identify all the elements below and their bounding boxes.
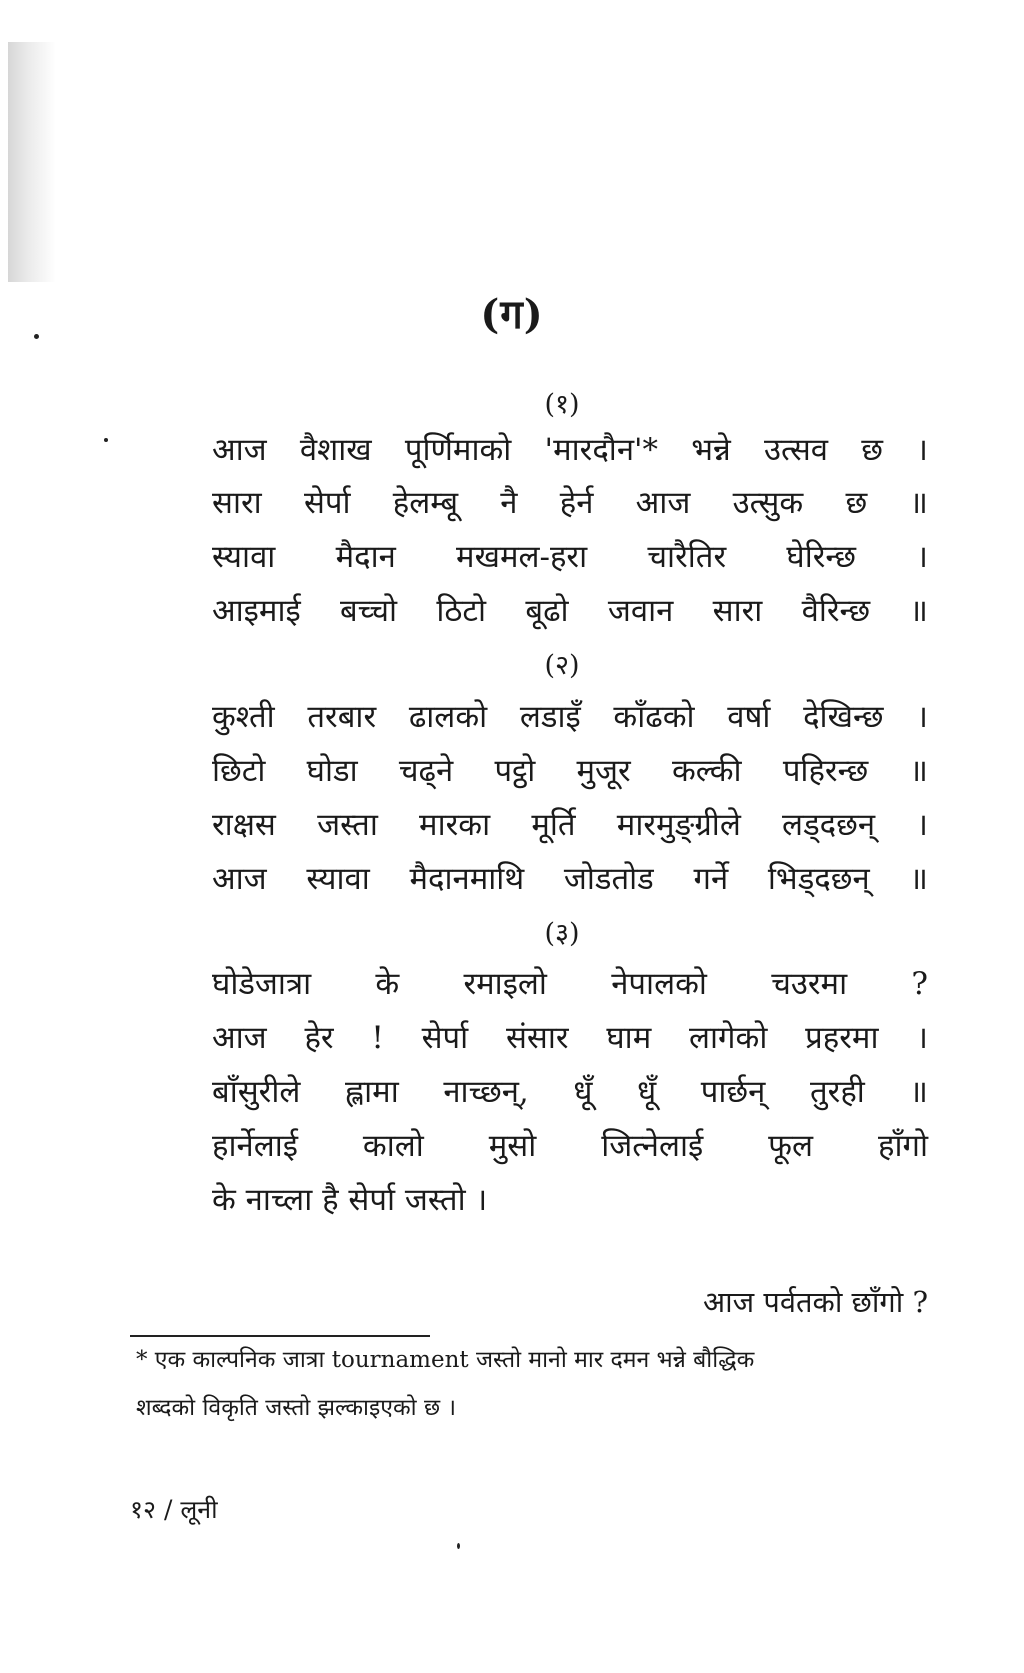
scan-edge-shadow [8, 42, 56, 282]
closing-line: आज पर्वतको छाँगो ? [703, 1285, 928, 1319]
section-title: (ग) [480, 291, 544, 338]
page-footer: १२ / लूनी [130, 1495, 218, 1524]
verse-line: बाँसुरीले ह्लामा नाच्छन्, धूँ धूँ पार्छन् तुरही ॥ [212, 1074, 928, 1110]
footnote-line: * एक काल्पनिक जात्रा tournament जस्तो मानो मार दमन भन्ने बौद्धिक [136, 1347, 755, 1373]
verse-line: हार्नेलाई कालो मुसो जित्नेलाई फूल हाँगो [212, 1128, 928, 1164]
verse-line: राक्षस जस्ता मारका मूर्ति मारमुङ्ग्रीले लड्दछन् । [212, 807, 928, 843]
verse-line: कुश्ती तरबार ढालको लडाइँ काँढको वर्षा देखिन्छ । [212, 699, 928, 735]
stanza-number: (३) [544, 918, 580, 949]
verse-line: घोडेजात्रा के रमाइलो नेपालको चउरमा ? [212, 966, 928, 1002]
verse-line: सारा सेर्पा हेलम्बू नै हेर्न आज उत्सुक छ ॥ [212, 485, 928, 521]
verse-line: स्यावा मैदान मखमल-हरा चारैतिर घेरिन्छ । [212, 539, 928, 575]
footnote-rule [130, 1335, 430, 1337]
verse-line: छिटो घोडा चढ्ने पट्ठो मुजूर कल्की पहिरन्छ ॥ [212, 753, 928, 789]
verse-line: आज हेर ! सेर्पा संसार घाम लागेको प्रहरमा । [212, 1020, 928, 1056]
stanza-number: (२) [544, 650, 580, 681]
verse-line: आइमाई बच्चो ठिटो बूढो जवान सारा वैरिन्छ ॥ [212, 593, 928, 629]
scan-speck [457, 1543, 460, 1549]
scan-speck [104, 438, 108, 442]
verse-line: आज वैशाख पूर्णिमाको 'मारदौन'* भन्ने उत्सव छ । [212, 432, 928, 468]
verse-line: आज स्यावा मैदानमाथि जोडतोड गर्ने भिड्दछन् ॥ [212, 861, 928, 897]
stanza-number: (१) [544, 389, 580, 420]
verse-line: के नाच्ला है सेर्पा जस्तो । [212, 1182, 488, 1218]
footnote-line: शब्दको विकृति जस्तो झल्काइएको छ । [136, 1395, 457, 1421]
